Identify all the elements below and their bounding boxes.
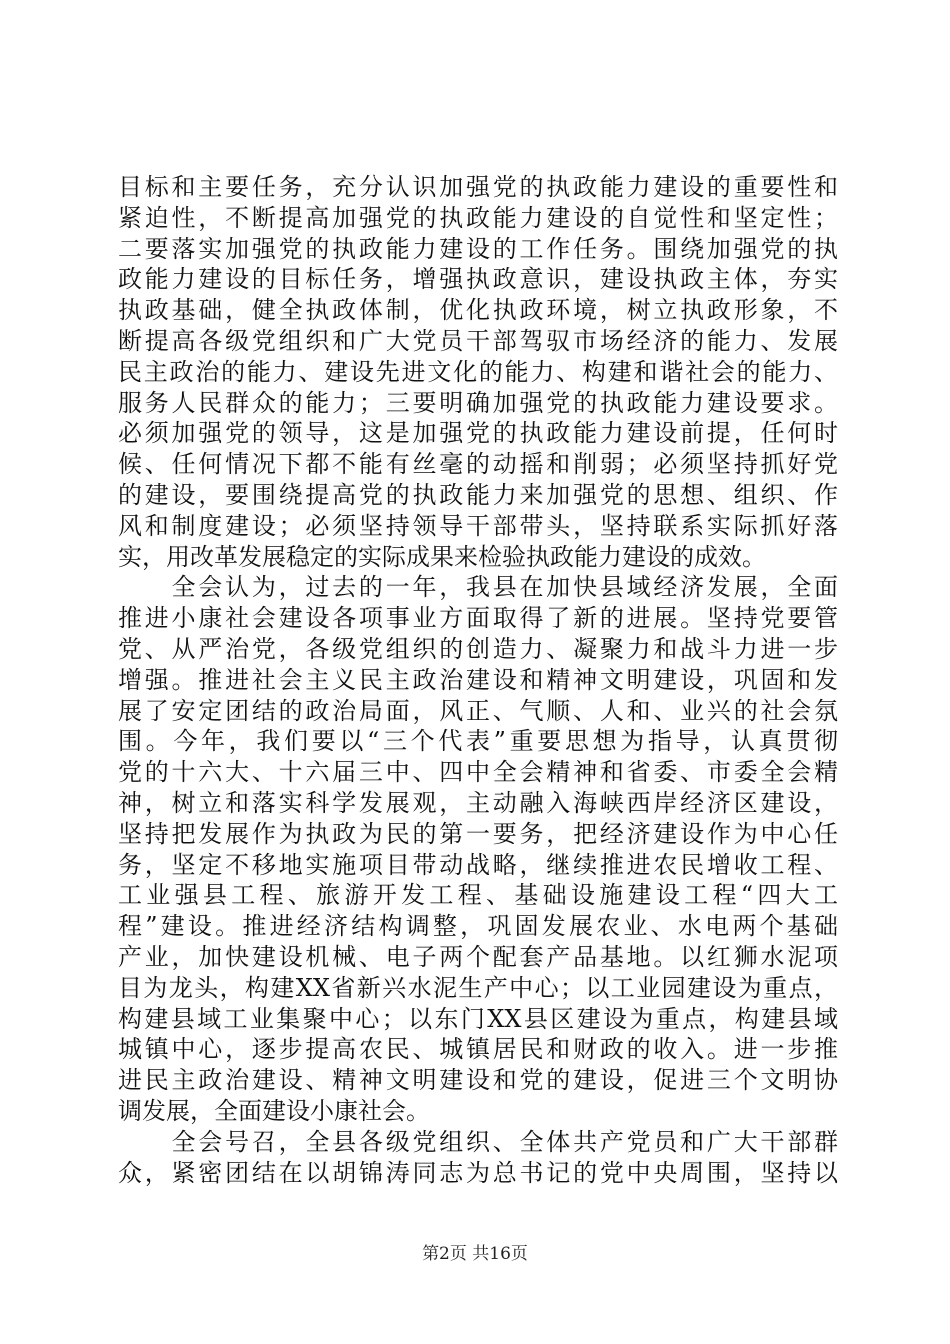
text-line: 展了安定团结的政治局面，风正、气顺、人和、业兴的社会氛 bbox=[118, 696, 838, 725]
text-line: 进民主政治建设、精神文明建设和党的建设，促进三个文明协 bbox=[118, 1066, 838, 1095]
text-line: 城镇中心，逐步提高农民、城镇居民和财政的收入。进一步推 bbox=[118, 1035, 838, 1064]
text-line: 执政基础，健全执政体制，优化执政环境，树立执政形象，不 bbox=[118, 296, 838, 325]
text-line: 工业强县工程、旅游开发工程、基础设施建设工程“四大工 bbox=[118, 881, 838, 910]
text-line: 风和制度建设；必须坚持领导干部带头，坚持联系实际抓好落 bbox=[118, 511, 838, 540]
text-line: 目标和主要任务，充分认识加强党的执政能力建设的重要性和 bbox=[118, 173, 838, 201]
text-line: 政能力建设的目标任务，增强执政意识，建设执政主体，夯实 bbox=[118, 265, 838, 294]
text-line: 产业，加快建设机械、电子两个配套产品基地。以红狮水泥项 bbox=[118, 942, 838, 971]
text-line: 民主政治的能力、建设先进文化的能力、构建和谐社会的能力、 bbox=[118, 357, 838, 386]
text-line: 推进小康社会建设各项事业方面取得了新的进展。坚持党要管 bbox=[118, 604, 838, 633]
text-line: 断提高各级党组织和广大党员干部驾驭市场经济的能力、发展 bbox=[118, 326, 838, 355]
text-line: 服务人民群众的能力；三要明确加强党的执政能力建设要求。 bbox=[118, 388, 838, 417]
document-body bbox=[118, 172, 838, 1188]
text-line: 增强。推进社会主义民主政治建设和精神文明建设，巩固和发 bbox=[118, 665, 838, 694]
text-line: 目为龙头，构建XX省新兴水泥生产中心；以工业园建设为重点， bbox=[118, 973, 838, 1002]
text-line: 程”建设。推进经济结构调整，巩固发展农业、水电两个基础 bbox=[118, 912, 838, 941]
page-footer: 第2页 共16页 bbox=[422, 1244, 528, 1264]
text-line: 务，坚定不移地实施项目带动战略，继续推进农民增收工程、 bbox=[118, 850, 838, 879]
text-line: 二要落实加强党的执政能力建设的工作任务。围绕加强党的执 bbox=[118, 234, 838, 263]
text-line: 调发展，全面建设小康社会。 bbox=[118, 1096, 430, 1125]
text-line: 党、从严治党，各级党组织的创造力、凝聚力和战斗力进一步 bbox=[118, 634, 838, 663]
text-line: 全会认为，过去的一年，我县在加快县域经济发展，全面 bbox=[118, 573, 838, 602]
text-line: 众，紧密团结在以胡锦涛同志为总书记的党中央周围，坚持以 bbox=[118, 1158, 838, 1187]
text-line: 党的十六大、十六届三中、四中全会精神和省委、市委全会精 bbox=[118, 758, 838, 787]
text-line: 构建县域工业集聚中心；以东门XX县区建设为重点，构建县域 bbox=[118, 1004, 838, 1033]
text-line: 的建设，要围绕提高党的执政能力来加强党的思想、组织、作 bbox=[118, 480, 838, 509]
text-line: 神，树立和落实科学发展观，主动融入海峡西岸经济区建设， bbox=[118, 788, 838, 817]
text-line: 必须加强党的领导，这是加强党的执政能力建设前提，任何时 bbox=[118, 419, 838, 448]
text-line: 围。今年，我们要以“三个代表”重要思想为指导，认真贯彻 bbox=[118, 727, 838, 756]
text-line: 全会号召，全县各级党组织、全体共产党员和广大干部群 bbox=[118, 1127, 838, 1156]
text-line: 坚持把发展作为执政为民的第一要务，把经济建设作为中心任 bbox=[118, 819, 838, 848]
text-line: 候、任何情况下都不能有丝毫的动摇和削弱；必须坚持抓好党 bbox=[118, 450, 838, 479]
text-line: 紧迫性，不断提高加强党的执政能力建设的自觉性和坚定性； bbox=[118, 203, 838, 232]
text-line: 实，用改革发展稳定的实际成果来检验执政能力建设的成效。 bbox=[118, 542, 766, 571]
